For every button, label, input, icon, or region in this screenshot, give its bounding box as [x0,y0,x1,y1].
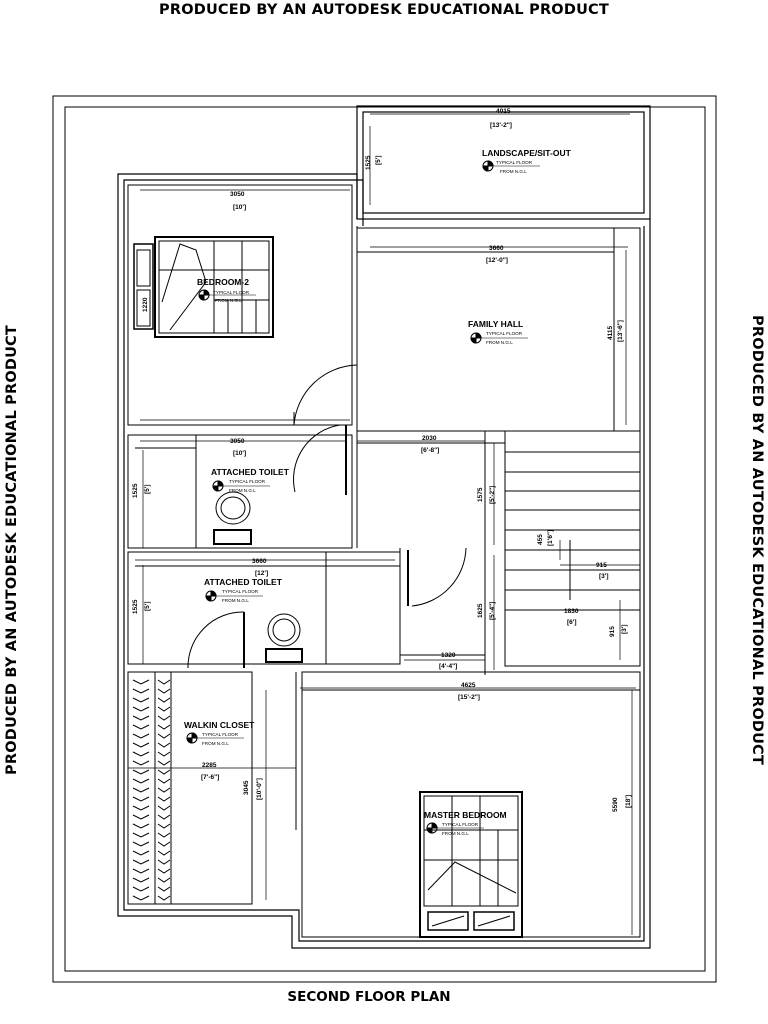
dim-passage-w: 2030 [422,435,437,442]
hanger-mark [133,860,170,864]
dim-toilet1-h: 1525 [132,483,139,498]
hanger-mark [133,851,170,855]
toilet2-label: ATTACHED TOILET [204,577,282,587]
dim-toilet1-w-ft: [10'] [233,450,247,457]
hanger-mark [133,788,170,792]
closet-walls [128,672,296,904]
master-from: FROM N.G.L [442,831,469,836]
dim-stair-d: 455 [537,534,544,545]
hanger-mark [133,869,170,873]
hanger-mark [133,689,170,693]
dim-toilet1-h-ft: [5'] [144,484,151,494]
dim-passage-h-ft: [5'-2"] [489,485,496,504]
dim-master-w: 4625 [461,682,476,689]
family-hall-label: FAMILY HALL [468,319,524,329]
hanger-mark [133,770,170,774]
dim-landscape-h: 1525 [365,155,372,170]
dim-closet-h: 3045 [243,780,250,795]
dim-stair-d-ft: [1'6"] [547,529,554,546]
hanger-mark [133,698,170,702]
watermark-top: PRODUCED BY AN AUTODESK EDUCATIONAL PRODUCT [159,2,609,18]
wc-toilet1 [214,492,251,544]
sheet-border-outer [53,96,716,982]
hanger-mark [133,797,170,801]
dim-closet-w-ft: [7'-6"] [201,774,220,781]
toilet1-floor: TYPICAL FLOOR [229,479,266,484]
closet-hangers [133,680,170,900]
hanger-mark [133,896,170,900]
dim-toilet2-h-ft: [5'] [144,601,151,611]
toilet2-from: FROM N.G.L [222,598,249,603]
door-arc-bedroom2 [294,365,357,425]
wc-toilet2 [266,614,302,662]
dim-landscape-w-ft: [13'-2"] [490,122,512,129]
hanger-mark [133,707,170,711]
toilet1-label: ATTACHED TOILET [211,467,289,477]
hanger-mark [133,887,170,891]
bedroom2-from: FROM N.G.L [215,298,242,303]
hanger-mark [133,815,170,819]
walkin-from: FROM N.G.L [202,741,229,746]
hanger-mark [133,752,170,756]
dim-passage-w-ft: [6'-8"] [421,447,440,454]
toilet2-walls [128,552,400,664]
hanger-mark [133,761,170,765]
landscape-label: LANDSCAPE/SIT-OUT [482,148,571,158]
dim-closet-w: 2285 [202,762,217,769]
door-arc-toilet2 [188,612,244,668]
dim-hall-w: 3660 [489,245,504,252]
dim-toilet1-w: 3050 [230,438,245,445]
toilet1-from: FROM N.G.L [229,488,256,493]
master-walls [302,672,640,937]
dim-closet-h-ft: [10'-0"] [256,778,263,800]
family-hall-from: FROM N.G.L [486,340,513,345]
dim-bed2-small: 1220 [142,297,149,312]
dim-toilet2-w-ft: [12'] [255,570,269,577]
dim-hall-h-ft: [13'-6"] [617,320,624,342]
master-label: MASTER BEDROOM [424,810,507,820]
hanger-mark [133,725,170,729]
dim-passage-h: 1575 [477,487,484,502]
dim-stair-a: 915 [596,562,607,569]
hanger-mark [133,743,170,747]
dim-stair-a-ft: [3'] [599,573,609,580]
hanger-mark [133,734,170,738]
dim-master-h: 5590 [612,797,619,812]
bedroom2-floor: TYPICAL FLOOR [213,290,250,295]
landscape-from: FROM N.G.L [500,169,527,174]
dim-lobby-w: 1320 [441,652,456,659]
dim-toilet2-h: 1525 [132,599,139,614]
hanger-mark [133,806,170,810]
dim-lobby-w-ft: [4'-4"] [439,663,458,670]
drawing-title: SECOND FLOOR PLAN [287,989,451,1005]
hanger-mark [133,833,170,837]
door-arc-lobby [412,548,466,606]
hanger-mark [133,824,170,828]
dim-bed2-w: 3050 [230,191,245,198]
walkin-floor: TYPICAL FLOOR [202,732,239,737]
outer-walls [118,106,650,948]
dim-lobby-h: 1625 [477,603,484,618]
passage-walls [357,431,505,675]
hanger-mark [133,716,170,720]
hanger-mark [133,680,170,684]
dim-toilet2-w: 3660 [252,558,267,565]
dim-master-w-ft: [15'-2"] [458,694,480,701]
bed-bedroom2 [134,237,273,337]
walkin-label: WALKIN CLOSET [184,720,255,730]
bedroom2-label: BEDROOM-2 [197,277,249,287]
master-floor: TYPICAL FLOOR [442,822,479,827]
watermark-right: PRODUCED BY AN AUTODESK EDUCATIONAL PRODUCT [749,315,765,765]
dim-hall-w-ft: [12'-0"] [486,257,508,264]
dim-lobby-h-ft: [5'-4"] [489,601,496,620]
hanger-mark [133,878,170,882]
dim-landscape-h-ft: [5'] [375,155,382,165]
family-hall-floor: TYPICAL FLOOR [486,331,523,336]
watermark-left: PRODUCED BY AN AUTODESK EDUCATIONAL PRODUCT [4,325,20,775]
dimension-texts [132,108,632,812]
dim-landscape-w: 4015 [496,108,511,115]
dim-stair-b: 1830 [564,608,579,615]
dim-stair-c-ft: [3'] [621,624,628,634]
dim-master-h-ft: [18'] [625,794,632,808]
landscape-floor: TYPICAL FLOOR [496,160,533,165]
dim-hall-h: 4115 [607,325,614,340]
dim-stair-b-ft: [6'] [567,619,577,626]
hanger-mark [133,842,170,846]
hanger-mark [133,779,170,783]
dim-bed2-w-ft: [10'] [233,204,247,211]
toilet2-floor: TYPICAL FLOOR [222,589,259,594]
dim-stair-c: 915 [609,626,616,637]
